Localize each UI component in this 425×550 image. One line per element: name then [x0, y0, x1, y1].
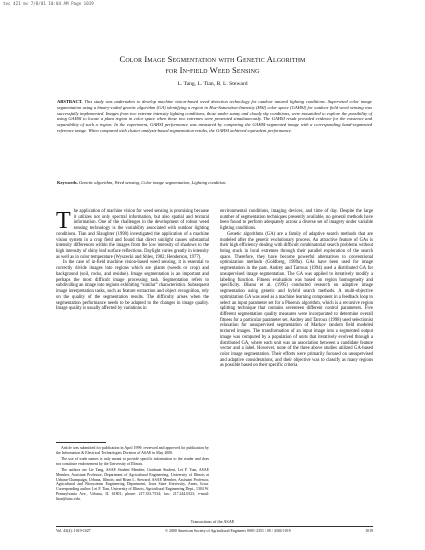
intro-paragraph-1 [56, 209, 209, 260]
keywords-label: Keywords. [57, 180, 78, 185]
abstract-label: ABSTRACT. [57, 99, 83, 104]
abstract [57, 99, 372, 134]
left-column [56, 209, 209, 312]
right-paragraph-1: environmental conditions, imaging devices, and time of day. Despite the large number of segmentation techniques presently available, no general methods have been found to perform adequately across a diverse set of imagery under variable lighting conditions. [220, 209, 373, 232]
footer-divider [56, 526, 373, 527]
footnote-authors: The authors are Lie Tang, ASAE Student Member, Graduate Student, Lei F. Tian, ASAE Member, Assistant Professor, Department of Agricultural Engineering, University of Illinois at Urbana-Champaign, Urbana, Illinois; and Brian L. Steward, ASAE Member, Assistant Professor, Agricultural and Biosystems Engineering Department, Iowa State University, Ames, Iowa. Corresponding author: Lei F. Tian, University of Illinois, Agricultural Engineering Dept., 1304 W. Pennsylvania Ave., Urbana, IL 61801; phone: 217.333.7534; fax: 217.244.0323; e-mail: ltian@uiuc.edu. [56, 468, 209, 501]
volume-info: Vol. 43(4): 1019-1027 [56, 529, 91, 533]
title-line-2: for In-field Weed Sensing [165, 65, 260, 75]
footnote-submission: Article was submitted for publication in April 1999; reviewed and approved for publication by the Information & Electrical Technologies Division of ASAE in May 2000. [56, 446, 209, 455]
authors: L. Tang, L. Tian, B. L. Steward [177, 81, 248, 87]
right-paragraph-2: Genetic algorithms (GA) are a family of adaptive search methods that are modeled after the genetic evolutionary process. An attractive feature of GAs is their high efficiency dealing with difficult combinatorial search problems without being stuck in local extremes through their parallel exploration of the search space. Therefore, they have become powerful alternatives to conventional optimization methods (Goldberg, 1989a). GAs have been used for image segmentation in the past. Andrey and Tarroux (1994) used a distributed GA for unsupervised image segmentation. The GA was applied to iteratively modify a labeling function. Fitness evaluation was based on region homogeneity and specificity. Bhanu et al. (1995) conducted research on adaptive image segmentation using genetic and hybrid search methods. A multi-objective optimization GA was used as a machine learning component in a feedback loop to select an input parameter set for a Phoenix algorithm, which is a recursive region splitting technique that contains seventeen different control parameters. Five different segmentation quality measures were incorporated to determine overall fitness for a particular parameter set. Andrey and Tarroux (1998) used selectionist relaxation for unsupervised segmentation of Markov random field modeled textured images. The transformation of an input image into a segmented output image was computed by a population of units that iteratively evolved through a distributed GA, where each unit was an association between a candidate feature vector and a label. However, none of the three above studies utilized GA-based color image segmentation. Their efforts were primarily focused on unsupervised and adaptive considerations, and their objective was to classify as many regions as possible based on their specific criteria. [220, 231, 373, 369]
footnotes [56, 446, 209, 503]
print-header-strip: tec 421 ms 7/8/01 10:04 AM Page 1019 [3, 1, 94, 6]
paper-title [0, 54, 425, 76]
footnote-divider [56, 442, 106, 443]
page-number: 1019 [365, 529, 373, 533]
abstract-text: This study was undertaken to develop machine vision-based weed detection technology for outdoor natural lighting conditions. Supervised color image segmentation using a binary-coded genetic algorithm (GA) identifying a region in Hue-Saturation-Intensity (HSI) color space (GAHSI) for outdoor field weed sensing was successfully implemented. Images from two extreme intensity lighting conditions, those under sunny and cloudy sky conditions, were mosaicked to explore the possibility of using GAHSI to locate a plant region in color space when these two extremes were presented simultaneously. The GAHSI result provided evidence for the existence and separability of such a region. In the experiment, GAHSI performance was measured by comparing the GAHSI-segmented image with a corresponding hand-segmented reference image. When compared with cluster analysis-based segmentation results, the GAHSI achieved equivalent performance. [57, 99, 372, 133]
right-column [220, 209, 373, 369]
journal-name: Transactions of the ASAE [190, 519, 235, 524]
intro-paragraph-2: In the case of in-field machine vision-based weed sensing, it is essential to correctly divide images into regions which are plants (weeds or crop) and background (soil, rocks, and residue). Image segmentation is an important and perhaps the most difficult image processing task. Segmentation refers to subdividing an image into regions exhibiting “similar” characteristics. Subsequent image interpretation tasks, such as feature extraction and object recognition, rely on the quality of the segmentation results. The difficulty arises when the segmentation performance needs to be adapted to the changes in image quality. Image quality is usually affected by variations in [56, 260, 209, 312]
keywords [57, 180, 372, 186]
title-line-1: Color Image Segmentation with Genetic Algorithm [119, 54, 306, 64]
footnote-trade-names: The use of trade names is only meant to provide specific information to the reader and does not constitute endorsement by the University of Illinois. [56, 457, 209, 466]
page-footer [56, 529, 373, 533]
drop-cap: T [56, 208, 71, 234]
keywords-text: Genetic algorithm, Weed sensing, Color image segmentation, Lighting condition. [77, 180, 227, 185]
copyright-line: © 2000 American Society of Agricultural Engineers 0001-2351 / 00 / 4304-1019 [165, 529, 291, 533]
intro-paragraph-1-text: he application of machine vision for weed sensing is promising because it utilizes not only spectral information, but also spatial and textural information. One of the challenges in the development of robust weed sensing technology is the variability associated with outdoor lighting conditions. Tian and Slaughter (1998) investigated the application of a machine vision system in a crop field and found that direct sunlight causes substantial intensity differences within the images from the low intensity of shadows to the high intensity of shiny leaf surface reflections. Daylight varies greatly in intensity as well as in color temperature (Wyszecki and Stiles, 1982; Henderson, 1977). [56, 209, 209, 260]
